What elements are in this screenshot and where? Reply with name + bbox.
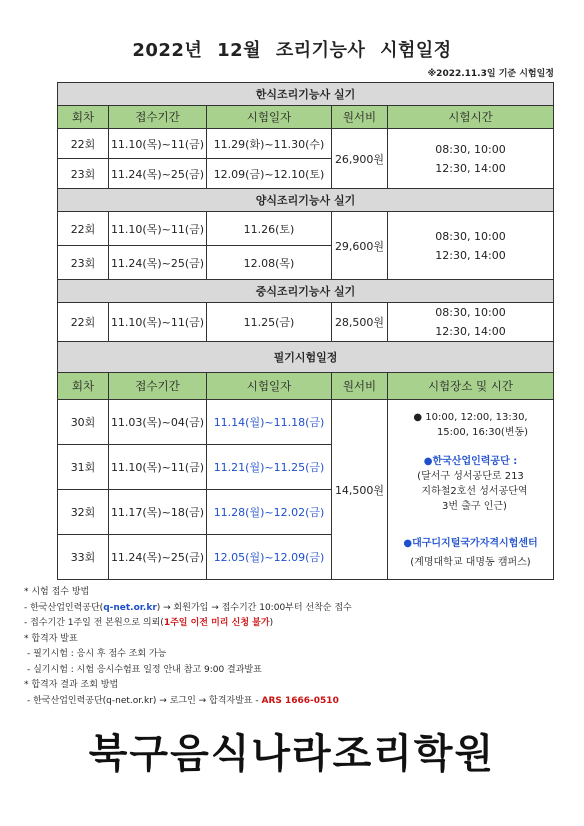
notes-heading: * 합격자 발표: [24, 633, 78, 644]
title-month: 12월: [217, 40, 262, 61]
time-line: 12:30, 14:00: [435, 161, 506, 175]
section-title-written: 필기시험일정: [58, 342, 554, 373]
notes-section: [24, 585, 352, 709]
round-cell: 23회: [58, 246, 109, 280]
place-addr: (달서구 성서공단로 213: [417, 470, 524, 482]
time-cell: [388, 212, 554, 280]
reg-cell: 11.24(목)~25(금): [109, 535, 207, 580]
header-round: 회차: [58, 106, 109, 129]
header-place: 시험장소 및 시간: [388, 373, 554, 400]
schedule-table: [57, 82, 554, 580]
notes-text: ) → 회원가입 → 접수기간 10:00부터 선착순 접수: [156, 602, 352, 613]
time-line: 12:30, 14:00: [435, 248, 506, 262]
fee-cell: 14,500원: [332, 400, 388, 580]
section-title-western: 양식조리기능사 실기: [58, 189, 554, 212]
place-org: ●대구디지털국가자격시험센터: [403, 537, 538, 549]
reg-cell: 11.03(목)~04(금): [109, 400, 207, 445]
place-org: ●한국산업인력공단 :: [423, 455, 518, 467]
place-addr: 지하철2호선 성서공단역: [421, 485, 528, 497]
section-title-korean: 한식조리기능사 실기: [58, 83, 554, 106]
header-reg: 접수기간: [109, 373, 207, 400]
reg-cell: 11.10(목)~11(금): [109, 212, 207, 246]
header-row: [58, 373, 554, 400]
date-cell: 11.14(월)~11.18(금): [207, 400, 332, 445]
date-cell: 11.26(토): [207, 212, 332, 246]
reg-cell: 11.10(목)~11(금): [109, 129, 207, 159]
title-cert: 조리기능사: [275, 40, 366, 61]
fee-cell: 26,900원: [332, 129, 388, 189]
reg-cell: 11.17(목)~18(금): [109, 490, 207, 535]
notes-line: - 필기시험 : 응시 후 점수 조회 가능: [27, 649, 167, 659]
place-addr: (계명대학교 대명동 캠퍼스): [410, 556, 531, 568]
table-row: [58, 400, 554, 445]
date-cell: 11.21(월)~11.25(금): [207, 445, 332, 490]
table-row: [58, 212, 554, 246]
fee-cell: 28,500원: [332, 303, 388, 342]
reg-cell: 11.24(목)~25(금): [109, 159, 207, 189]
time-line: 08:30, 10:00: [435, 142, 506, 156]
notes-line: [24, 601, 352, 617]
warning-text: 1주일 이전 미리 신청 불가: [163, 618, 270, 628]
round-cell: 22회: [58, 129, 109, 159]
place-cell: [388, 400, 554, 580]
round-cell: 23회: [58, 159, 109, 189]
header-fee: 원서비: [332, 373, 388, 400]
time-cell: [388, 303, 554, 342]
place-times: ● 10:00, 12:00, 13:30,: [413, 411, 528, 423]
notes-text: - 한국산업인력공단(: [24, 602, 104, 613]
date-cell: 11.25(금): [207, 303, 332, 342]
table-row: [58, 129, 554, 159]
notes-line: [24, 694, 352, 710]
title-label: 시험일정: [380, 40, 452, 61]
header-fee: 원서비: [332, 106, 388, 129]
date-cell: 12.09(금)~12.10(토): [207, 159, 332, 189]
time-line: 12:30, 14:00: [435, 325, 506, 338]
round-cell: 32회: [58, 490, 109, 535]
header-date: 시험일자: [207, 106, 332, 129]
notes-line: - 실기시험 : 시험 응시수험표 일정 안내 참고 9:00 결과발표: [27, 664, 262, 675]
as-of-note: ※2022.11.3일 기준 시험일정: [427, 69, 554, 79]
time-cell: [388, 129, 554, 189]
reg-cell: 11.10(목)~11(금): [109, 445, 207, 490]
notes-heading: * 시험 접수 방법: [24, 587, 90, 597]
header-reg: 접수기간: [109, 106, 207, 129]
round-cell: 31회: [58, 445, 109, 490]
header-row: [58, 106, 554, 129]
reg-cell: 11.10(목)~11(금): [109, 303, 207, 342]
header-time: 시험시간: [388, 106, 554, 129]
notes-text: - 한국산업인력공단(q-net.or.kr) → 로그인 → 합격자발표 -: [27, 695, 262, 706]
time-line: 08:30, 10:00: [435, 229, 506, 243]
date-cell: 11.28(월)~12.02(금): [207, 490, 332, 535]
reg-cell: 11.24(목)~25(금): [109, 246, 207, 280]
notes-line: [24, 616, 352, 632]
date-cell: 12.08(목): [207, 246, 332, 280]
notes-text: ): [269, 618, 274, 628]
header-round: 회차: [58, 373, 109, 400]
section-title-chinese: 중식조리기능사 실기: [58, 280, 554, 303]
round-cell: 22회: [58, 303, 109, 342]
date-cell: 11.29(화)~11.30(수): [207, 129, 332, 159]
ars-number: ARS 1666-0510: [261, 695, 339, 706]
header-date: 시험일자: [207, 373, 332, 400]
place-addr: 3번 출구 인근): [442, 500, 507, 512]
place-times: 15:00, 16:30(변동): [436, 426, 529, 438]
date-cell: 12.05(월)~12.09(금): [207, 535, 332, 580]
page-title: [0, 36, 584, 62]
notes-text: - 접수기간 1주일 전 본원으로 의뢰(: [24, 618, 164, 628]
time-line: 08:30, 10:00: [435, 306, 506, 319]
table-row: [58, 303, 554, 342]
round-cell: 22회: [58, 212, 109, 246]
fee-cell: 29,600원: [332, 212, 388, 280]
round-cell: 33회: [58, 535, 109, 580]
title-year: 2022년: [132, 40, 203, 61]
academy-name: 북구음식나라조리학원: [88, 731, 496, 777]
qnet-link: q-net.or.kr: [103, 602, 157, 613]
notes-heading: * 합격자 결과 조회 방법: [24, 680, 119, 690]
round-cell: 30회: [58, 400, 109, 445]
